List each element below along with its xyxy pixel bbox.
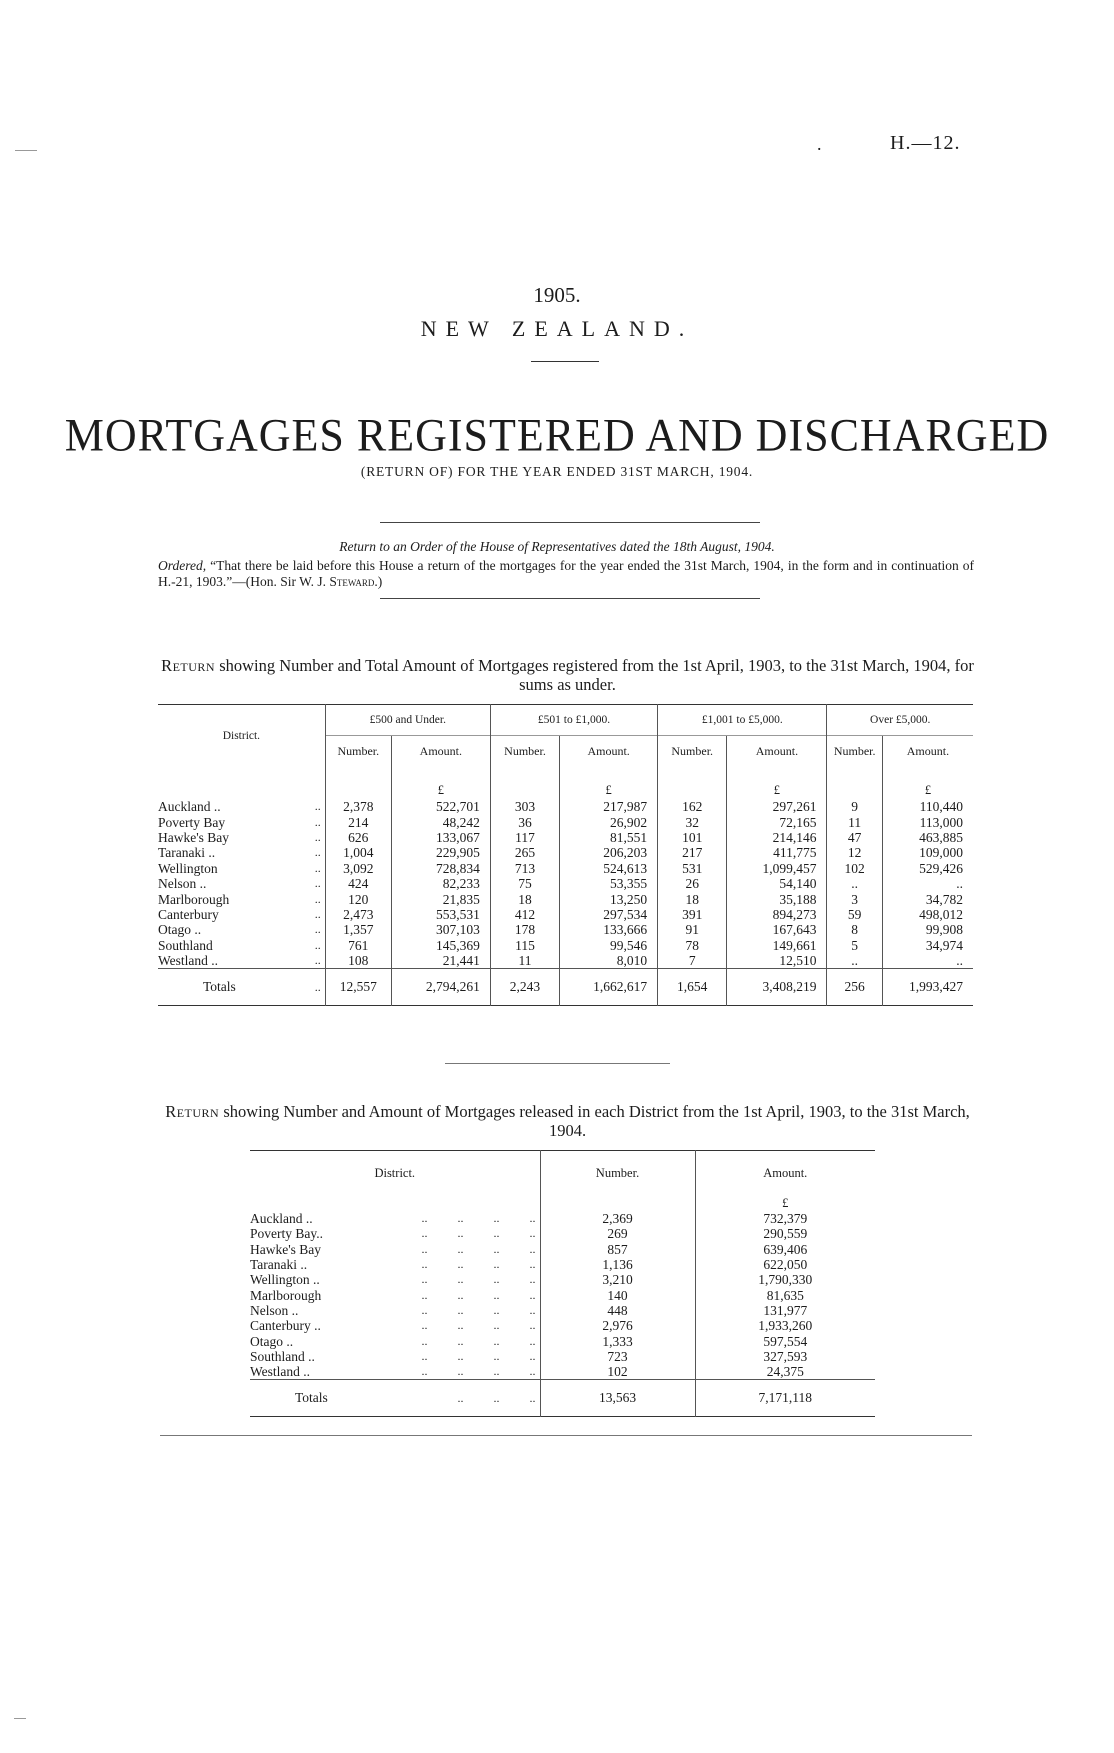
table-cell: .. (827, 876, 882, 891)
total-amount: 7,171,118 (695, 1380, 875, 1417)
table-cell: 11 (490, 953, 559, 969)
table2-heading (160, 1102, 975, 1140)
mortgages-released-table (250, 1150, 875, 1417)
divider-short (531, 361, 599, 362)
amount-cell: 1,933,260 (695, 1318, 875, 1333)
table-cell: 72,165 (727, 814, 827, 829)
order-mover: Steward (329, 574, 375, 589)
table-cell: .. (882, 953, 973, 969)
district-name: Southland .. (250, 1348, 315, 1364)
table-cell: 463,885 (882, 830, 973, 845)
sub-header-amount: Amount. (727, 736, 827, 767)
total-cell: 2,794,261 (391, 969, 490, 1006)
table-cell: 265 (490, 845, 559, 860)
table-cell: 411,775 (727, 845, 827, 860)
table-cell: 18 (490, 891, 559, 906)
amount-header: Amount. (695, 1151, 875, 1196)
leader-dots: .. .. .. .. (421, 1348, 536, 1363)
table-cell: 5 (827, 938, 882, 953)
district-name: Otago .. (158, 922, 202, 938)
table-cell: 217,987 (560, 799, 658, 814)
district-name: Auckland .. (158, 799, 221, 815)
leader-dots: .. (314, 829, 321, 844)
table-cell: 1,099,457 (727, 861, 827, 876)
total-cell: 3,408,219 (727, 969, 827, 1006)
amount-cell: 131,977 (695, 1303, 875, 1318)
amount-cell: 639,406 (695, 1242, 875, 1257)
table-cell: 214 (325, 814, 391, 829)
total-cell: 1,654 (658, 969, 727, 1006)
table-cell: 713 (490, 861, 559, 876)
table-cell: 3,092 (325, 861, 391, 876)
table-row (158, 876, 973, 891)
district-name: Hawke's Bay (158, 829, 230, 845)
totals-dots: .. (288, 969, 325, 1006)
sub-header-number: Number. (827, 736, 882, 767)
mortgages-registered-table (158, 704, 973, 1006)
district-name: Otago .. (250, 1333, 294, 1349)
leader-dots: .. (314, 860, 321, 875)
table-cell: 297,261 (727, 799, 827, 814)
document-year: 1905. (533, 283, 581, 307)
table-row (250, 1364, 875, 1380)
totals-row (250, 1380, 875, 1417)
district-name: Canterbury (158, 906, 219, 922)
bottom-rule (160, 1435, 972, 1436)
table-cell: 47 (827, 830, 882, 845)
number-cell: 140 (540, 1287, 695, 1302)
leader-dots: .. (314, 922, 321, 937)
table-row (158, 907, 973, 922)
district-name: Hawke's Bay (250, 1241, 322, 1257)
table-cell: 35,188 (727, 891, 827, 906)
table-row (158, 861, 973, 876)
amount-cell: 1,790,330 (695, 1272, 875, 1287)
table-cell: 522,701 (391, 799, 490, 814)
table-cell: 12 (827, 845, 882, 860)
totals-row (158, 969, 973, 1006)
total-cell: 1,662,617 (560, 969, 658, 1006)
group-header-500-under: £500 and Under. (325, 705, 490, 736)
table-cell: 229,905 (391, 845, 490, 860)
reference-dot: . (817, 134, 822, 154)
table-row (158, 830, 973, 845)
table-cell: 133,666 (560, 922, 658, 937)
table-cell: .. (827, 953, 882, 969)
pound-sign: £ (391, 782, 490, 799)
leader-dots: .. .. .. .. (421, 1302, 536, 1317)
leader-dots: .. .. .. .. (421, 1333, 536, 1348)
total-cell: 12,557 (325, 969, 391, 1006)
table-row (250, 1272, 875, 1287)
table-cell: 117 (490, 830, 559, 845)
table-cell: 145,369 (391, 938, 490, 953)
district-name: Marlborough (250, 1287, 322, 1303)
number-header: Number. (540, 1151, 695, 1196)
number-cell: 448 (540, 1303, 695, 1318)
table-cell: 12,510 (727, 953, 827, 969)
leader-dots: .. .. .. .. (421, 1287, 536, 1302)
table-row (250, 1318, 875, 1333)
ordered-label: Ordered, (158, 558, 207, 573)
table-cell: 626 (325, 830, 391, 845)
district-name: Westland .. (158, 953, 219, 969)
table-cell: 34,974 (882, 938, 973, 953)
table-cell: 7 (658, 953, 727, 969)
leader-dots: .. .. .. .. (421, 1226, 536, 1241)
table-cell: 297,534 (560, 907, 658, 922)
table-row (158, 938, 973, 953)
table-row (250, 1226, 875, 1241)
table-cell: 761 (325, 938, 391, 953)
number-cell: 269 (540, 1226, 695, 1241)
group-header-1001-5000: £1,001 to £5,000. (658, 705, 827, 736)
number-cell: 3,210 (540, 1272, 695, 1287)
scan-speck (15, 150, 37, 151)
table-cell: 217 (658, 845, 727, 860)
table-cell: 115 (490, 938, 559, 953)
table1-heading-rest: showing Number and Total Amount of Mortgages registered from the 1st April, 1903, to the 31st March, 1904, for sums as under. (215, 656, 974, 694)
table-cell: 8 (827, 922, 882, 937)
amount-cell: 622,050 (695, 1257, 875, 1272)
leader-dots: .. (314, 953, 321, 968)
district-name: Auckland .. (250, 1211, 313, 1227)
table-cell: 48,242 (391, 814, 490, 829)
table1-heading (160, 656, 975, 694)
table-cell: 113,000 (882, 814, 973, 829)
leader-dots: .. (314, 799, 321, 814)
table-row (250, 1349, 875, 1364)
table-cell: 108 (325, 953, 391, 969)
document-reference: H.—12. (890, 132, 961, 154)
amount-cell: 327,593 (695, 1349, 875, 1364)
district-header: District. (222, 729, 261, 742)
amount-cell: 290,559 (695, 1226, 875, 1241)
table-cell: 303 (490, 799, 559, 814)
table-cell: 120 (325, 891, 391, 906)
district-name: Nelson .. (158, 876, 207, 892)
table-cell: 59 (827, 907, 882, 922)
leader-dots: .. .. .. .. (421, 1318, 536, 1333)
leader-dots: .. (314, 906, 321, 921)
amount-cell: 81,635 (695, 1287, 875, 1302)
table-cell: 78 (658, 938, 727, 953)
table-cell: 1,004 (325, 845, 391, 860)
table-cell: 36 (490, 814, 559, 829)
number-cell: 723 (540, 1349, 695, 1364)
leader-dots: .. .. .. .. (421, 1272, 536, 1287)
number-cell: 1,136 (540, 1257, 695, 1272)
table-cell: 81,551 (560, 830, 658, 845)
leader-dots: .. .. .. .. (421, 1257, 536, 1272)
order-return-line: Return to an Order of the House of Representatives dated the 18th August, 1904. (339, 539, 775, 554)
table-row (250, 1257, 875, 1272)
country-heading: NEW ZEALAND. (420, 316, 694, 341)
table-row (250, 1303, 875, 1318)
sub-header-number: Number. (490, 736, 559, 767)
table-cell: 206,203 (560, 845, 658, 860)
table-cell: 167,643 (727, 922, 827, 937)
table-row (158, 953, 973, 969)
table-cell: 524,613 (560, 861, 658, 876)
district-name: Marlborough (158, 891, 230, 907)
table2-heading-lead: Return (165, 1102, 220, 1121)
total-cell: 256 (827, 969, 882, 1006)
table-cell: 307,103 (391, 922, 490, 937)
group-header-501-1000: £501 to £1,000. (490, 705, 657, 736)
table-cell: 894,273 (727, 907, 827, 922)
table-cell: 149,661 (727, 938, 827, 953)
number-cell: 857 (540, 1242, 695, 1257)
table-cell: 2,378 (325, 799, 391, 814)
table-row (158, 922, 973, 937)
group-header-over-5000: Over £5,000. (827, 705, 973, 736)
table-row (158, 845, 973, 860)
table-cell: 99,908 (882, 922, 973, 937)
amount-cell: 597,554 (695, 1333, 875, 1348)
table-cell: 553,531 (391, 907, 490, 922)
district-name: Poverty Bay.. (250, 1226, 323, 1242)
leader-dots: .. .. .. .. (421, 1211, 536, 1226)
table-cell: 162 (658, 799, 727, 814)
table-cell: 32 (658, 814, 727, 829)
table-cell: 3 (827, 891, 882, 906)
table-cell: 412 (490, 907, 559, 922)
table-cell: 2,473 (325, 907, 391, 922)
district-name: Poverty Bay (158, 814, 226, 830)
table-row (158, 891, 973, 906)
district-header: District. (374, 1165, 416, 1180)
table-row (250, 1211, 875, 1226)
scan-speck (14, 1718, 26, 1719)
table-row (158, 814, 973, 829)
table-cell: 110,440 (882, 799, 973, 814)
leader-dots: .. (314, 891, 321, 906)
table-cell: 531 (658, 861, 727, 876)
table-cell: 133,067 (391, 830, 490, 845)
amount-cell: 24,375 (695, 1364, 875, 1380)
order-end: .) (374, 574, 383, 589)
number-cell: 102 (540, 1364, 695, 1380)
total-cell: 2,243 (490, 969, 559, 1006)
section-divider (445, 1063, 670, 1064)
district-name: Nelson .. (250, 1302, 299, 1318)
number-cell: 2,976 (540, 1318, 695, 1333)
table-cell: 21,835 (391, 891, 490, 906)
sub-header-amount: Amount. (391, 736, 490, 767)
table-cell: 391 (658, 907, 727, 922)
order-body: “That there be laid before this House a return of the mortgages for the year ended the 31st March, 1904, in the form and in continuation of H.-21, 1903.”—(Hon. Sir W. J. (158, 558, 974, 589)
sub-header-number: Number. (658, 736, 727, 767)
divider-top (380, 522, 760, 523)
amount-cell: 732,379 (695, 1211, 875, 1226)
table-row (250, 1333, 875, 1348)
district-name: Westland .. (250, 1364, 311, 1380)
pound-sign: £ (695, 1195, 875, 1211)
table-cell: 26,902 (560, 814, 658, 829)
table-cell: 424 (325, 876, 391, 891)
district-name: Taranaki .. (250, 1257, 308, 1273)
table-cell: 214,146 (727, 830, 827, 845)
table-cell: 18 (658, 891, 727, 906)
table-cell: 99,546 (560, 938, 658, 953)
pound-sign: £ (727, 782, 827, 799)
leader-dots: .. (314, 845, 321, 860)
sub-header-amount: Amount. (560, 736, 658, 767)
district-name: Taranaki .. (158, 845, 216, 861)
table-cell: 8,010 (560, 953, 658, 969)
table-cell: 101 (658, 830, 727, 845)
table-cell: 178 (490, 922, 559, 937)
pound-sign: £ (882, 782, 973, 799)
table-cell: 11 (827, 814, 882, 829)
table-cell: 21,441 (391, 953, 490, 969)
leader-dots: .. (314, 814, 321, 829)
table-cell: 109,000 (882, 845, 973, 860)
table-row (158, 799, 973, 814)
table-cell: 82,233 (391, 876, 490, 891)
table-cell: 75 (490, 876, 559, 891)
table-cell: 1,357 (325, 922, 391, 937)
totals-label: Totals (158, 969, 288, 1006)
leader-dots: .. (314, 876, 321, 891)
page-subtitle: (RETURN OF) FOR THE YEAR ENDED 31ST MARCH, 1904. (360, 464, 754, 479)
pound-sign: £ (560, 782, 658, 799)
table2-heading-rest: showing Number and Amount of Mortgages released in each District from the 1st April, 1903, to the 31st March, 1904. (219, 1102, 970, 1140)
number-cell: 1,333 (540, 1333, 695, 1348)
table-cell: 728,834 (391, 861, 490, 876)
totals-label: Totals (250, 1380, 345, 1417)
district-name: Canterbury .. (250, 1318, 321, 1334)
leader-dots: .. (314, 937, 321, 952)
table-row (250, 1242, 875, 1257)
sub-header-number: Number. (325, 736, 391, 767)
totals-dots: .. .. .. (345, 1380, 540, 1417)
number-cell: 2,369 (540, 1211, 695, 1226)
table-cell: 13,250 (560, 891, 658, 906)
table-cell: .. (882, 876, 973, 891)
leader-dots: .. .. .. .. (421, 1241, 536, 1256)
district-name: Wellington .. (250, 1272, 320, 1288)
table-cell: 498,012 (882, 907, 973, 922)
table-cell: 34,782 (882, 891, 973, 906)
district-name: Southland (158, 937, 213, 953)
table-cell: 9 (827, 799, 882, 814)
district-name: Wellington (158, 860, 218, 876)
table-cell: 529,426 (882, 861, 973, 876)
table-row (250, 1287, 875, 1302)
total-cell: 1,993,427 (882, 969, 973, 1006)
table-cell: 91 (658, 922, 727, 937)
leader-dots: .. .. .. .. (421, 1364, 536, 1379)
order-text (158, 558, 974, 590)
table-cell: 54,140 (727, 876, 827, 891)
table-cell: 102 (827, 861, 882, 876)
table-cell: 26 (658, 876, 727, 891)
total-number: 13,563 (540, 1380, 695, 1417)
table1-heading-lead: Return (161, 656, 216, 675)
divider-bottom (380, 598, 760, 599)
sub-header-amount: Amount. (882, 736, 973, 767)
page-title: MORTGAGES REGISTERED AND DISCHARGED (64, 409, 1050, 462)
table-cell: 53,355 (560, 876, 658, 891)
